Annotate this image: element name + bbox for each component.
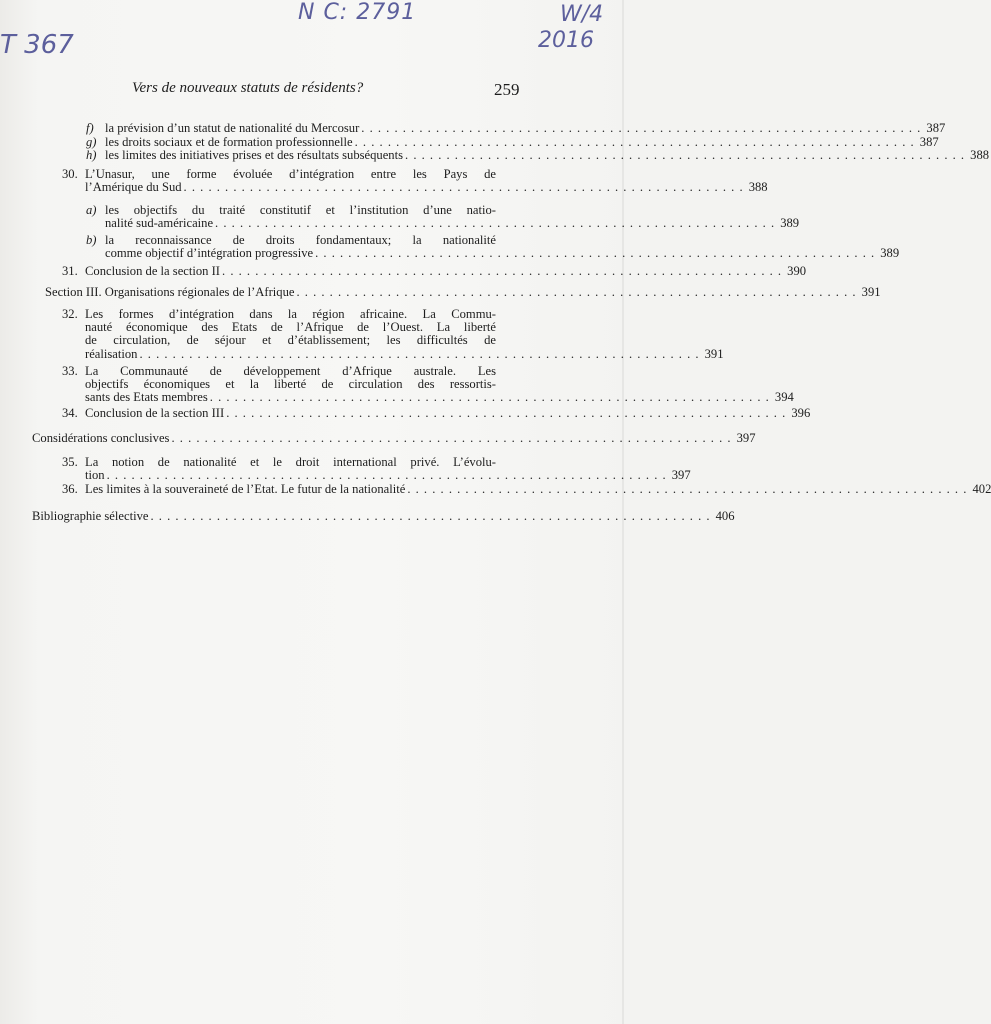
handwritten-right-mark: W/4 [560, 2, 604, 27]
dot-leader [184, 181, 744, 194]
dot-leader [405, 149, 965, 162]
toc-entry-number: 33. [62, 364, 78, 378]
toc-entry-number: f) [86, 121, 94, 135]
dot-leader [315, 247, 875, 260]
toc-entry-number: 32. [62, 307, 78, 321]
toc-entry-text [105, 148, 990, 162]
toc-entry-line: sants des Etats membres [85, 390, 208, 405]
toc-page-number: 391 [704, 346, 724, 361]
dot-leader [215, 217, 775, 230]
toc-entry-line: les objectifs du traité constitutif et l’institution d’une natio- [105, 203, 496, 217]
dot-leader [171, 432, 731, 445]
toc-entry-text [32, 431, 756, 445]
dot-leader [407, 483, 967, 496]
toc-entry-number: 30. [62, 167, 78, 181]
toc-entry-line: La Communauté de développement d’Afrique australe. Les [85, 364, 496, 378]
toc-page-number: 390 [787, 264, 807, 278]
toc-page-number: 387 [919, 135, 939, 149]
toc-entry-text [85, 307, 724, 361]
toc-entry-line: la reconnaissance de droits fondamentaux; la nationalité [105, 233, 496, 247]
toc-entry [86, 233, 900, 261]
toc-entry-line: Bibliographie sélective [32, 509, 149, 523]
handwritten-year: 2016 [538, 28, 594, 53]
toc-entry-line: la prévision d’un statut de nationalité du Mercosur [105, 121, 360, 135]
toc-entry-number: 35. [62, 455, 78, 469]
toc-entry-line: nalité sud-américaine [105, 216, 214, 231]
toc-entry-line: Conclusion de la section II [85, 264, 221, 278]
toc-entry-text [85, 264, 807, 278]
toc-entry [86, 121, 946, 135]
toc-entry-text [105, 233, 900, 261]
toc-page-number: 396 [791, 406, 811, 420]
toc-entry [86, 148, 990, 162]
running-head-title: Vers de nouveaux statuts de résidents? [132, 80, 364, 96]
toc-entry-text [85, 482, 991, 496]
toc-entry-text [45, 285, 881, 299]
dot-leader [296, 286, 856, 299]
toc-entry-text [85, 455, 691, 483]
toc-page-number: 389 [780, 216, 800, 231]
toc-entry-line: Section III. Organisations régionales de l’Afrique [45, 285, 295, 299]
toc-entry [32, 431, 756, 445]
toc-entry-number: a) [86, 203, 97, 217]
toc-entry-line: les droits sociaux et de formation professionnelle [105, 135, 353, 149]
toc-page-number: 406 [715, 509, 735, 523]
toc-entry-line: de circulation, de séjour et d’établissement; les difficultés de [85, 333, 496, 348]
toc-entry-text [105, 203, 800, 231]
dot-leader [139, 348, 699, 361]
toc-entry-number: h) [86, 148, 97, 162]
toc-entry [62, 307, 724, 361]
toc-entry-line: Les formes d’intégration dans la région africaine. La Commu- [85, 307, 496, 321]
dot-leader [150, 510, 710, 523]
dot-leader [361, 122, 921, 135]
toc-page-number: 388 [970, 148, 990, 162]
handwritten-left-mark: T 367 [0, 30, 74, 60]
toc-entry-line: objectifs économiques et la liberté de circulation des ressortis- [85, 377, 496, 392]
dot-leader [107, 469, 667, 482]
toc-entry-text [85, 406, 811, 420]
toc-page-number: 397 [671, 468, 691, 483]
toc-entry-line: comme objectif d’intégration progressive [105, 246, 314, 261]
toc-page-number: 389 [880, 246, 900, 261]
toc-entry-line: l’Amérique du Sud [85, 180, 182, 195]
toc-entry-text [32, 509, 735, 523]
toc-entry [62, 482, 991, 496]
dot-leader [222, 265, 782, 278]
toc-page-number: 394 [774, 390, 794, 405]
handwritten-call-number: N C: 2791 [298, 0, 417, 25]
toc-entry-line: réalisation [85, 346, 138, 361]
toc-entry [62, 264, 807, 278]
page-number: 259 [494, 80, 520, 99]
toc-entry [62, 406, 811, 420]
toc-entry-number: g) [86, 135, 97, 149]
toc-entry-text [85, 167, 768, 195]
toc-entry [32, 509, 735, 523]
dot-leader [226, 407, 786, 420]
toc-entry-line: tion [85, 468, 105, 483]
running-head [132, 80, 522, 102]
toc-entry-text [105, 121, 946, 135]
dot-leader [210, 391, 770, 404]
toc-page-number: 388 [748, 180, 768, 195]
toc-entry-line: Conclusion de la section III [85, 406, 225, 420]
toc-entry-number: b) [86, 233, 97, 247]
toc-entry [62, 364, 794, 405]
toc-page-number: 402 [972, 482, 991, 496]
toc-entry-line: Considérations conclusives [32, 431, 170, 445]
toc-entry-number: 31. [62, 264, 78, 278]
toc-page-number: 397 [736, 431, 756, 445]
toc-page-number: 391 [861, 285, 881, 299]
toc-entry [62, 455, 691, 483]
toc-entry-line: La notion de nationalité et le droit international privé. L’évolu- [85, 455, 496, 469]
toc-entry [62, 167, 768, 195]
toc-entry-line: nauté économique des Etats de l’Afrique de l’Ouest. La liberté [85, 320, 496, 335]
toc-entry-line: L’Unasur, une forme évoluée d’intégration entre les Pays de [85, 167, 496, 181]
toc-entry-line: les limites des initiatives prises et des résultats subséquents [105, 148, 404, 162]
toc-entry-number: 34. [62, 406, 78, 420]
toc-entry-number: 36. [62, 482, 78, 496]
toc-page-number: 387 [926, 121, 946, 135]
toc-entry-line: Les limites à la souveraineté de l’Etat. Le futur de la nationalité [85, 482, 406, 496]
toc-entry-text [85, 364, 794, 405]
toc-entry [45, 285, 881, 299]
toc-entry [86, 203, 800, 231]
